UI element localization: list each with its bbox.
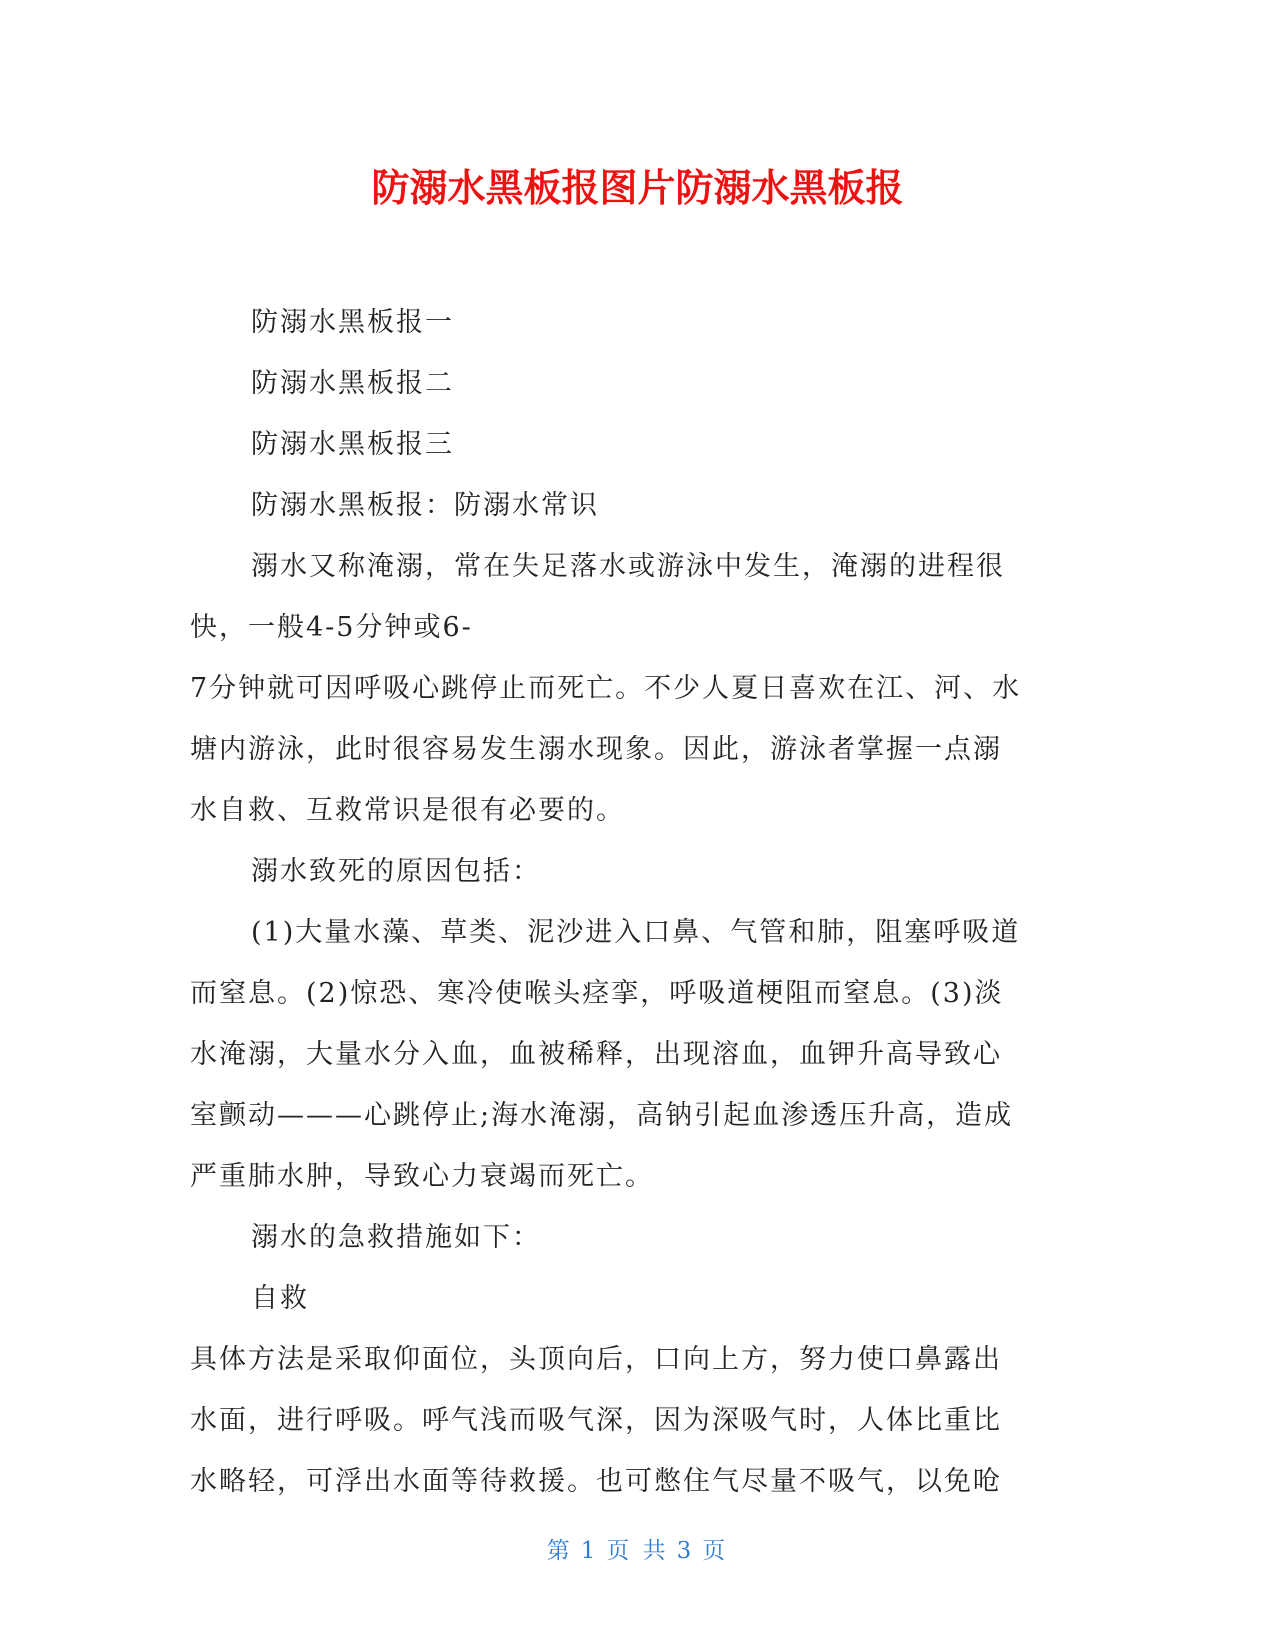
paragraph-line: 7分钟就可因呼吸心跳停止而死亡。不少人夏日喜欢在江、河、水 [190,673,1022,704]
footer-page-number: 1 [580,1538,599,1564]
paragraph-line: (1)大量水藻、草类、泥沙进入口鼻、气管和肺，阻塞呼吸道 [251,917,1021,948]
paragraph-line: 具体方法是采取仰面位，头顶向后，口向上方，努力使口鼻露出 [190,1344,1002,1375]
paragraph-line: 快，一般4-5分钟或6- [190,612,473,643]
paragraph-line: 防溺水黑板报一 [251,307,454,338]
document-body [190,292,1080,1512]
paragraph-line: 水略轻，可浮出水面等待救援。也可憋住气尽量不吸气，以免呛 [190,1466,1002,1497]
footer-total-pages: 3 [676,1538,695,1564]
paragraph-line: 防溺水黑板报三 [251,429,454,460]
paragraph-line: 自救 [251,1283,309,1314]
paragraph-line: 水面，进行呼吸。呼气浅而吸气深，因为深吸气时，人体比重比 [190,1405,1002,1436]
footer-prefix: 第 [546,1538,573,1564]
paragraph-line: 溺水又称淹溺，常在失足落水或游泳中发生，淹溺的进程很 [251,551,1005,582]
paragraph-line: 水自救、互救常识是很有必要的。 [190,795,625,826]
paragraph-line: 而窒息。(2)惊恐、寒冷使喉头痉挛，呼吸道梗阻而窒息。(3)淡 [190,978,1004,1009]
paragraph-line: 防溺水黑板报二 [251,368,454,399]
paragraph-line: 防溺水黑板报：防溺水常识 [251,490,599,521]
paragraph-line: 水淹溺，大量水分入血，血被稀释，出现溶血，血钾升高导致心 [190,1039,1002,1070]
paragraph-line: 溺水致死的原因包括： [251,856,541,887]
paragraph-line: 严重肺水肿，导致心力衰竭而死亡。 [190,1161,654,1192]
paragraph-line: 塘内游泳，此时很容易发生溺水现象。因此，游泳者掌握一点溺 [190,734,1002,765]
paragraph-line: 溺水的急救措施如下： [251,1222,541,1253]
paragraph-line: 室颤动———心跳停止;海水淹溺，高钠引起血渗透压升高，造成 [190,1100,1014,1131]
page-footer [0,1536,1275,1566]
footer-suffix: 页 [702,1538,729,1564]
footer-middle: 页 共 [606,1538,669,1564]
document-title: 防溺水黑板报图片防溺水黑板报 [371,166,904,210]
